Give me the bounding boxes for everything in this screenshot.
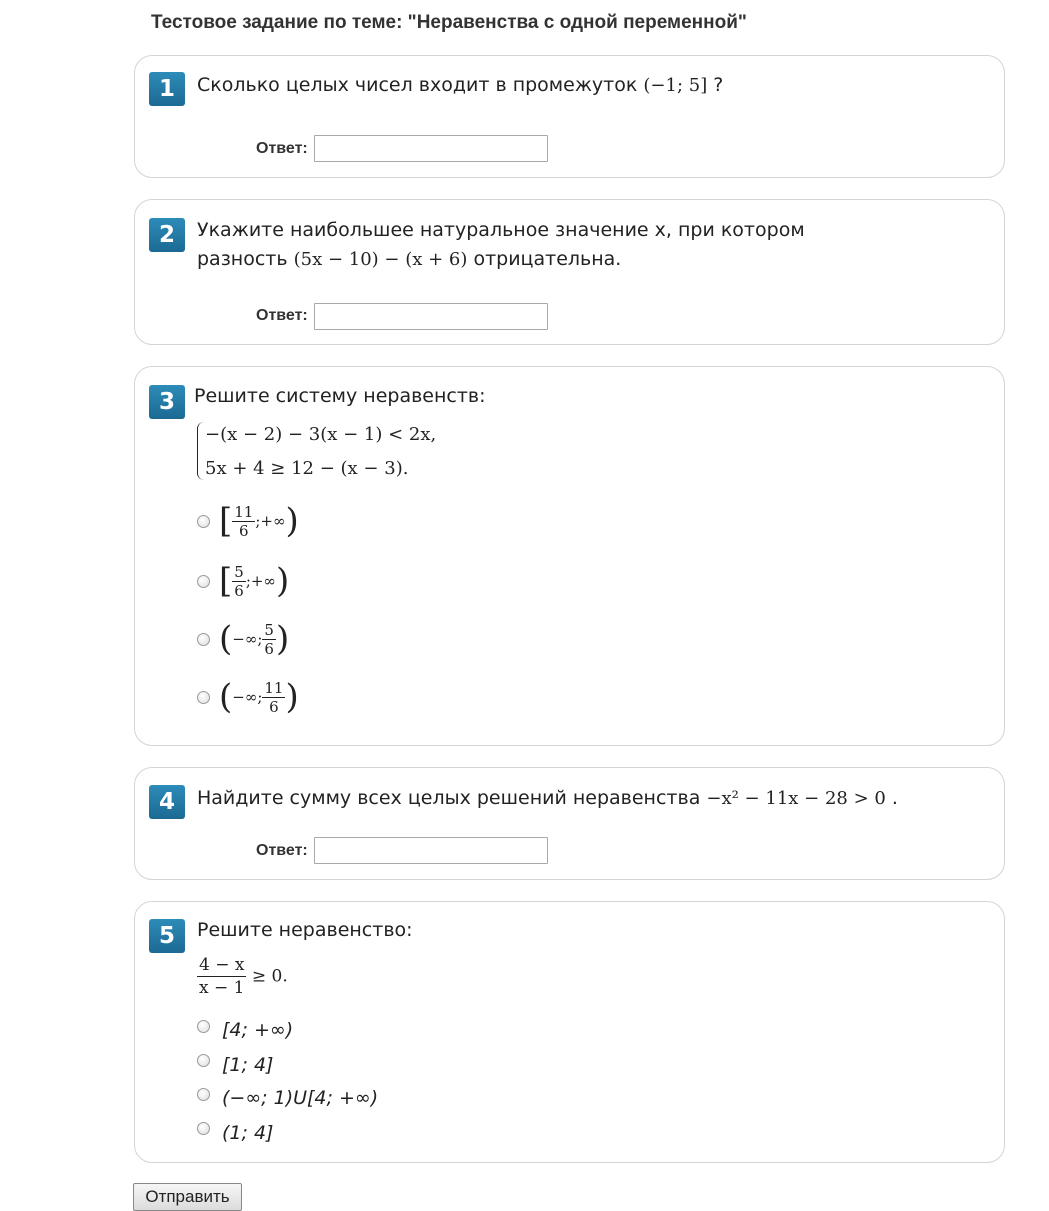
question-card-2 (134, 199, 1005, 345)
answer-label: Ответ: (256, 307, 308, 324)
option-3[interactable]: (−∞; $\frac{5}{6}$ ) (219, 619, 290, 659)
option-1[interactable]: [4; +∞) (222, 1019, 294, 1041)
option-radio-1[interactable] (197, 1020, 210, 1033)
question-card-4 (134, 767, 1005, 880)
inequality: $\frac{4 - x}{x - 1}$ ≥ 0. (199, 955, 288, 998)
option-2[interactable]: [ $\frac{5}{6}$ ;+∞) (219, 561, 290, 601)
answer-label: Ответ: (256, 842, 308, 859)
question-card-1 (134, 55, 1005, 178)
option-4[interactable]: (1; 4] (222, 1122, 274, 1144)
answer-input-2[interactable] (314, 303, 548, 330)
option-radio-4[interactable] (197, 1122, 210, 1135)
answer-input-1[interactable] (314, 135, 548, 162)
question-math: (5x − 10) − (x + 6) (293, 249, 468, 270)
option-radio-4[interactable] (197, 691, 210, 704)
question-number: 3 (149, 385, 185, 419)
question-math: −x² − 11x − 28 > 0 (706, 788, 886, 809)
option-2[interactable]: [1; 4] (222, 1054, 274, 1076)
option-radio-2[interactable] (197, 575, 210, 588)
question-text: Сколько целых чисел входит в промежуток (−1; 5] ? (197, 74, 724, 96)
question-number: 5 (149, 919, 185, 953)
system-brace (197, 422, 204, 480)
system-line-1: −(x − 2) − 3(x − 1) < 2x, (205, 424, 437, 445)
question-text-line-2: разность (5x − 10) − (x + 6) отрицательна. (197, 248, 622, 270)
option-radio-3[interactable] (197, 1088, 210, 1101)
option-1[interactable]: [ $\frac{11}{6}$ ;+∞) (219, 501, 299, 541)
question-text-line-1: Укажите наибольшее натуральное значение x, при котором (197, 219, 805, 241)
question-text: Найдите сумму всех целых решений неравенства −x² − 11x − 28 > 0 . (197, 787, 898, 809)
question-text: Решите неравенство: (197, 919, 413, 941)
question-number: 1 (149, 72, 185, 106)
option-radio-1[interactable] (197, 515, 210, 528)
system-line-2: 5x + 4 ≥ 12 − (x − 3). (205, 458, 409, 479)
question-card-5 (134, 901, 1005, 1163)
option-radio-2[interactable] (197, 1054, 210, 1067)
question-card-3 (134, 366, 1005, 746)
option-radio-3[interactable] (197, 633, 210, 646)
question-number: 2 (149, 218, 185, 252)
page-title: Тестовое задание по теме: "Неравенства с одной переменной" (151, 12, 747, 33)
option-4[interactable]: (−∞; $\frac{11}{6}$ ) (219, 677, 299, 717)
submit-button[interactable]: Отправить (133, 1183, 242, 1211)
answer-input-4[interactable] (314, 837, 548, 864)
option-3[interactable]: (−∞; 1)U[4; +∞) (222, 1087, 379, 1109)
question-math: (−1; 5] (643, 75, 708, 96)
question-text: Решите систему неравенств: (194, 385, 486, 407)
question-number: 4 (149, 785, 185, 819)
answer-label: Ответ: (256, 140, 308, 157)
